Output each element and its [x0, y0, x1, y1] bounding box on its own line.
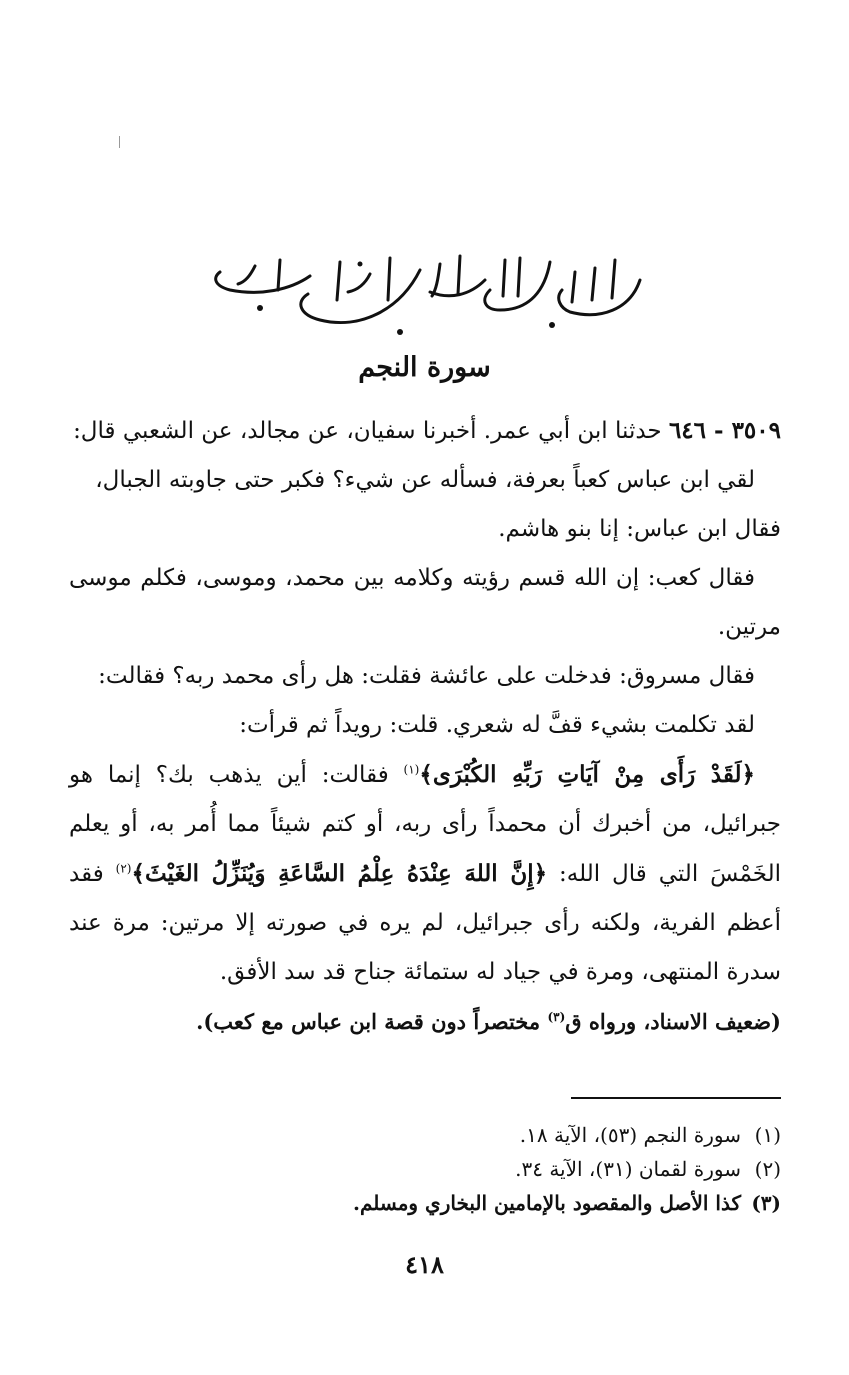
footnote-text: سورة النجم (٥٣)، الآية ١٨. — [519, 1123, 741, 1147]
hadith-grading — [69, 997, 781, 1046]
footnote-divider — [571, 1097, 781, 1099]
quran-verse-2: ﴿إِنَّ اللهَ عِنْدَهُ عِلْمُ السَّاعَةِ وَيُنَزِّلُ الغَيْثَ﴾ — [131, 860, 548, 887]
grading-text-a: (ضعيف الاسناد، ورواه ق — [565, 1009, 781, 1034]
hadith-body — [69, 406, 781, 1046]
paragraph-6-text-a: فقالت: أين يذهب بك؟ إنما هو جبرائيل، من أخبرك أن محمداً رأى ربه، أو كتم شيئاً مما أُمر به، أو يعلم الخَمْسَ التي قال الله: — [69, 762, 782, 887]
page-number: ٤١٨ — [405, 1250, 444, 1279]
basmala-calligraphy — [200, 250, 649, 340]
footnote-number: (١) — [754, 1123, 781, 1147]
margin-mark — [119, 136, 120, 148]
hadith-isnad — [69, 406, 781, 456]
paragraph-4: فقال مسروق: فدخلت على عائشة فقلت: هل رأى محمد ربه؟ فقالت: — [98, 663, 755, 689]
footnote-3 — [69, 1186, 781, 1220]
paragraph-5: لقد تكلمت بشيء قفَّ له شعري. قلت: رويداً ثم قرأت: — [239, 712, 755, 738]
footnote-text: سورة لقمان (٣١)، الآية ٣٤. — [515, 1157, 741, 1181]
footnotes — [69, 1118, 781, 1220]
paragraph-3: فقال كعب: إن الله قسم رؤيته وكلامه بين محمد، وموسى، فكلم موسى مرتين. — [69, 565, 781, 640]
grading-text-b: مختصراً دون قصة ابن عباس مع كعب). — [196, 1009, 548, 1034]
quran-verse-1: ﴿لَقَدْ رَأَى مِنْ آيَاتِ رَبِّهِ الكُبْرَى﴾ — [419, 761, 755, 788]
basmala-calligraphy-graphic — [200, 250, 649, 340]
paragraph-2: فقال ابن عباس: إنا بنو هاشم. — [498, 516, 781, 542]
footnote-text: كذا الأصل والمقصود بالإمامين البخاري ومسلم. — [352, 1191, 741, 1215]
paragraph-6-text-b: فقد أعظم الفرية، ولكنه رأى جبرائيل، لم يره في صورته إلا مرتين: مرة عند سدرة المنتهى، ومرة في جياد له ستمائة جناح قد سد الأفق. — [69, 861, 781, 985]
hadith-number: ٣٥٠٩ - ٦٤٦ — [668, 417, 781, 444]
isnad-text: حدثنا ابن أبي عمر. أخبرنا سفيان، عن مجالد، عن الشعبي قال: — [73, 418, 662, 444]
footnote-1 — [69, 1118, 781, 1152]
footnote-2 — [69, 1152, 781, 1186]
footnote-ref-1: (١) — [403, 762, 420, 777]
paragraph-6 — [69, 750, 781, 997]
footnote-ref-3: (٣) — [547, 1010, 566, 1024]
footnote-ref-2: (٢) — [115, 861, 132, 876]
paragraph-1: لقي ابن عباس كعباً بعرفة، فسأله عن شيء؟ فكبر حتى جاوبته الجبال، — [95, 467, 755, 493]
footnote-number: (٢) — [754, 1157, 781, 1181]
surah-title: سورة النجم — [358, 352, 491, 383]
footnote-number: (٣) — [751, 1191, 781, 1215]
